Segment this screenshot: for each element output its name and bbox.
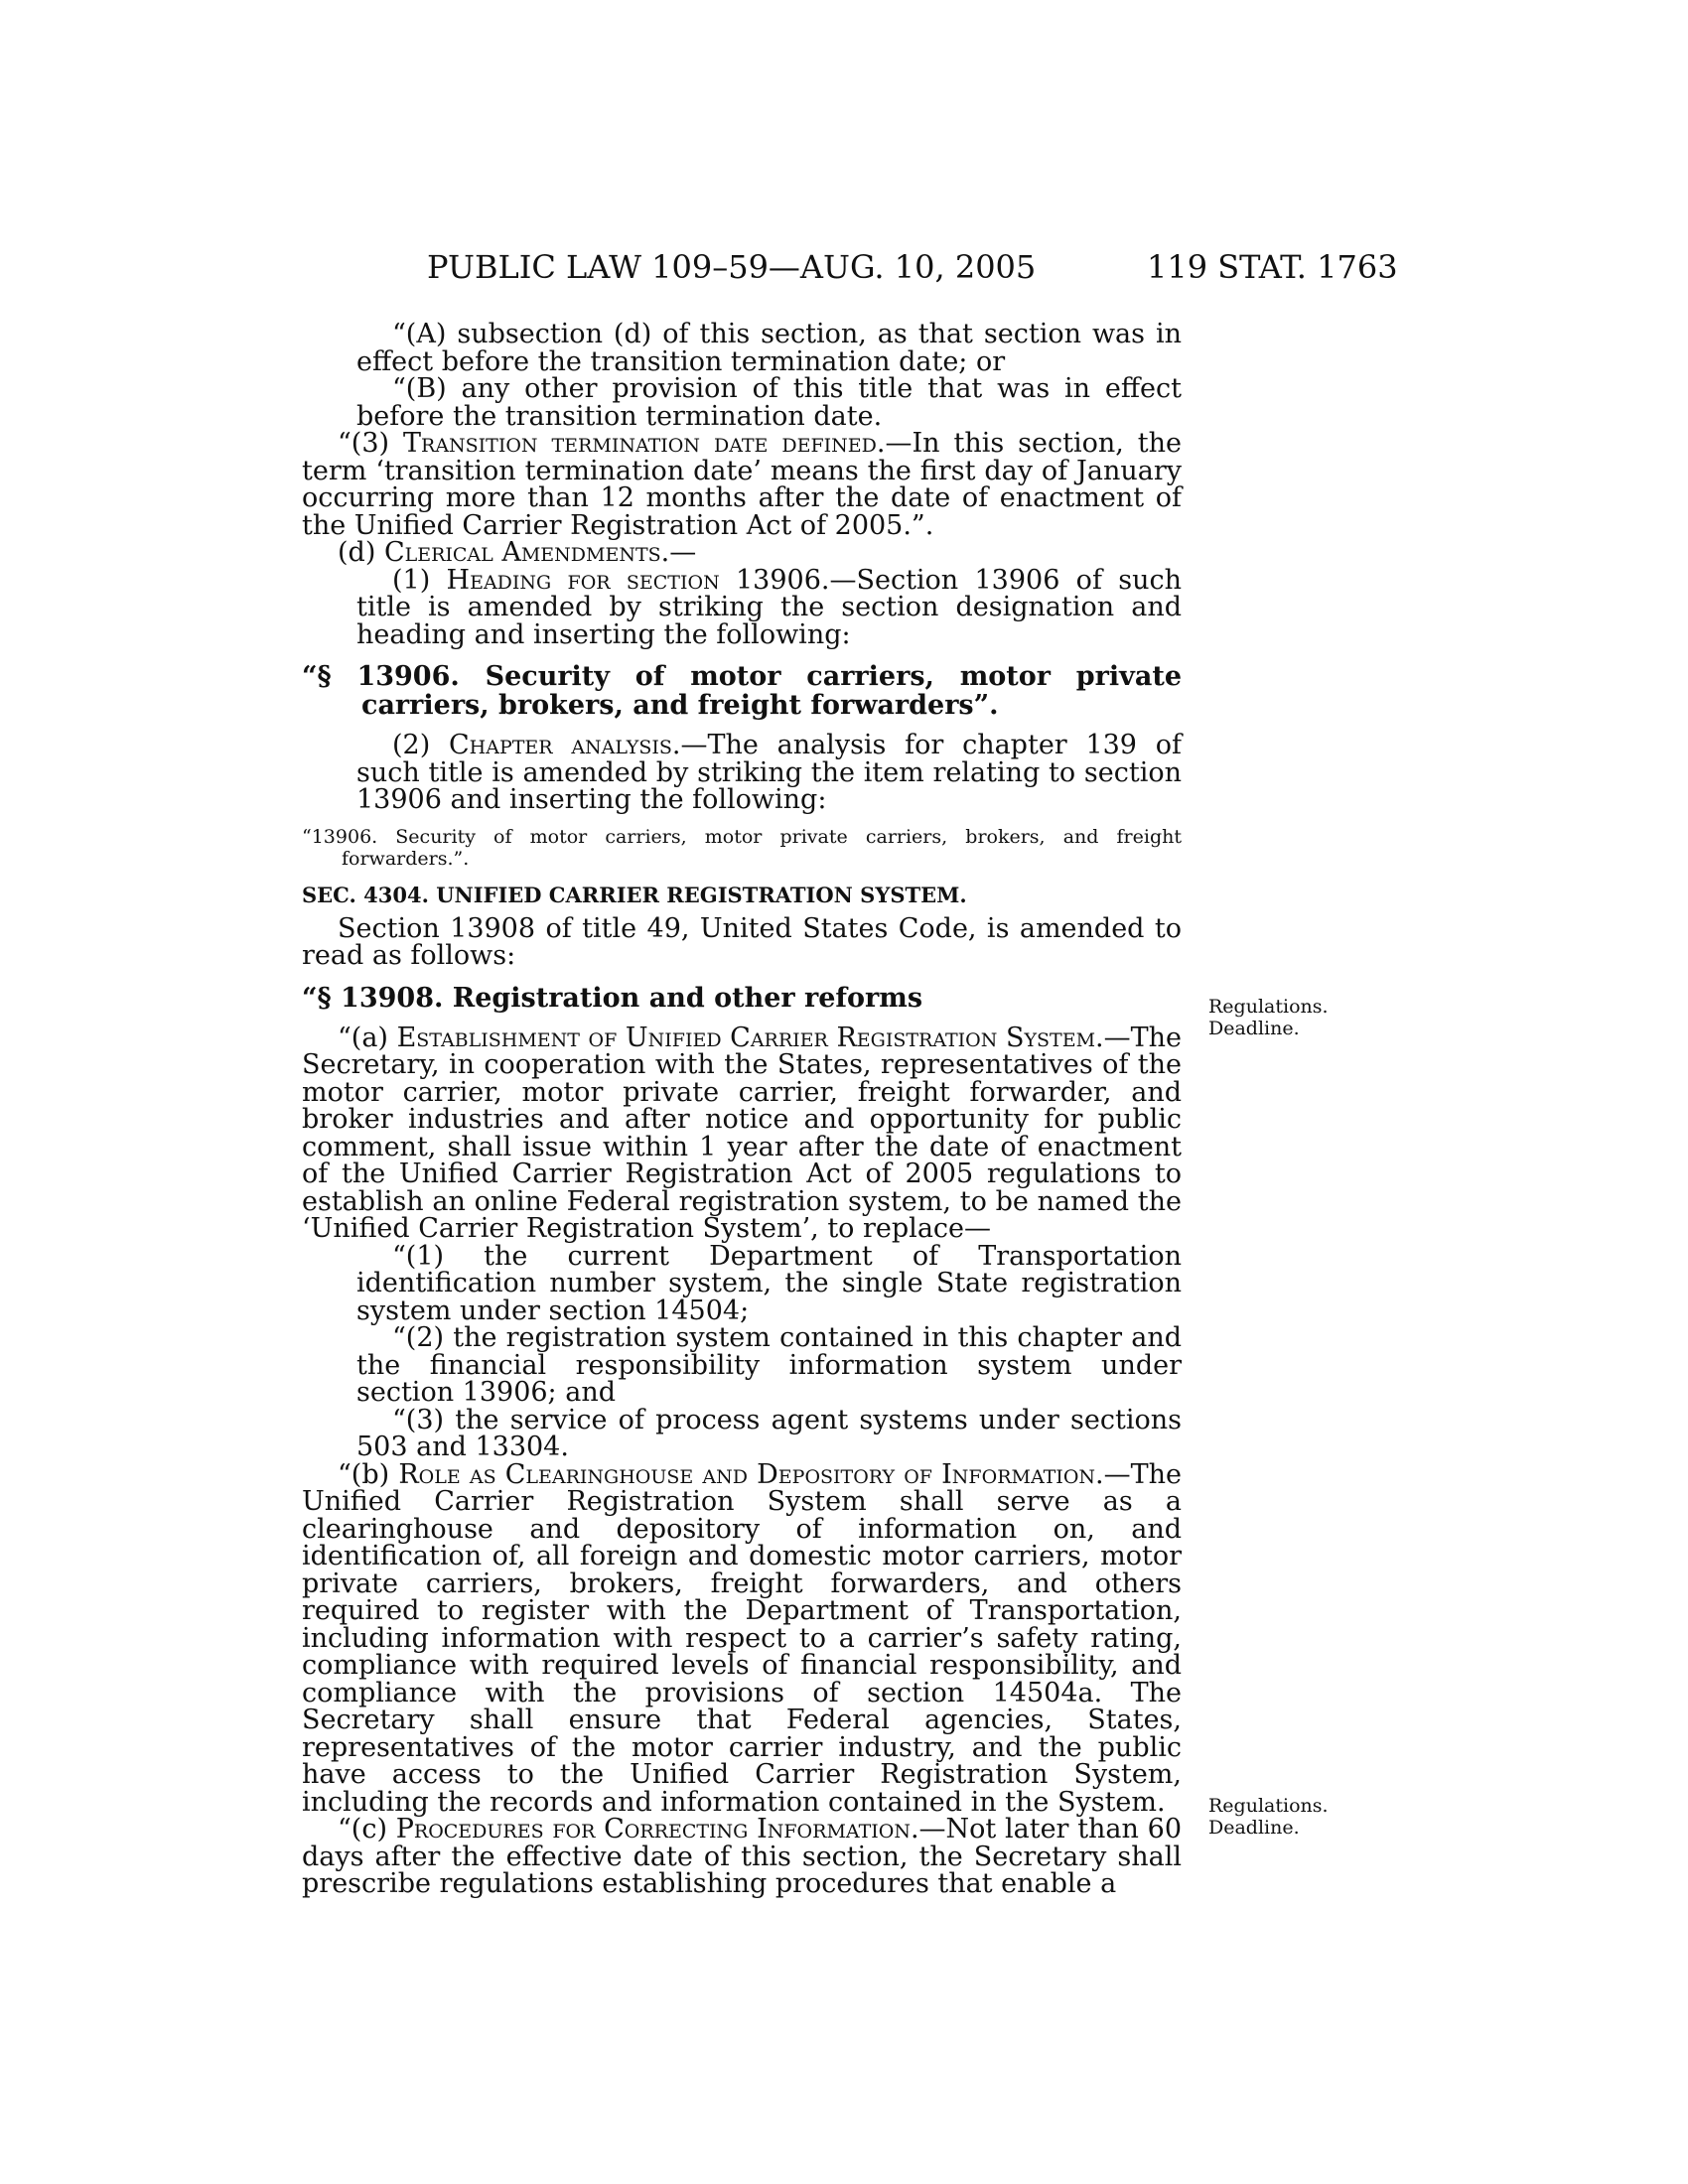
paragraph-heading: Clerical Amendments. <box>383 537 670 568</box>
margin-note-regulations-deadline: Regulations. Deadline. <box>1208 1795 1329 1839</box>
paragraph-heading: Transition termination date defined. <box>403 428 886 459</box>
section-title-4304: SEC. 4304. UNIFIED CARRIER REGISTRATION SYSTEM. <box>302 882 967 907</box>
section-heading-13908: “§ 13908. Registration and other reforms <box>302 982 923 1014</box>
paragraph-heading: Heading for section 13906. <box>446 564 830 596</box>
paragraph-3: “(3) Transition termination date defined.—In this section, the term ‘transition termination date’ means the first day of January occurring more than 12 months after the date of enactment of the Unified Carrier Registration Act of 2005.”. <box>302 428 1182 541</box>
paragraph-heading: Chapter analysis. <box>449 730 681 760</box>
running-header-law: PUBLIC LAW 109–59—AUG. 10, 2005 <box>427 248 1037 286</box>
paragraph-d: (d) Clerical Amendments.— <box>338 537 697 568</box>
paragraph-heading: Role as Clearinghouse and Depository of Information. <box>398 1458 1104 1490</box>
paragraph-1: (1) Heading for section 13906.—Section 13906 of such title is amended by striking the section designation and heading and inserting the following: <box>356 564 1182 650</box>
paragraph-a-1: “(1) the current Department of Transportation identification number system, the single State registration system under section 14504; <box>356 1240 1182 1326</box>
paragraph-a-2: “(2) the registration system contained in this chapter and the financial responsibility information system under section 13906; and <box>356 1322 1182 1408</box>
paragraph-subsection-c: “(c) Procedures for Correcting Information.—Not later than 60 days after the effective date of this section, the Secretary shall prescribe regulations establishing procedures that enable a <box>302 1814 1182 1899</box>
paragraph-b: “(B) any other provision of this title that was in effect before the transition termination date. <box>356 373 1182 432</box>
section-heading-13906: “§ 13906. Security of motor carriers, motor private carriers, brokers, and freight forwarders”. <box>302 661 1182 721</box>
paragraph-a: “(A) subsection (d) of this section, as that section was in effect before the transition termination date; or <box>356 319 1182 377</box>
paragraph-subsection-b: “(b) Role as Clearinghouse and Depository of Information.—The Unified Carrier Registration System shall serve as a clearinghouse and depository of information on, and identification of, all foreign and domestic motor carriers, motor private carriers, brokers, freight forwarders, and others required to register with the Department of Transportation, including information with respect to a carrier’s safety rating, compliance with required levels of financial responsibility, and compliance with the provisions of section 14504a. The Secretary shall ensure that Federal agencies, States, representatives of the motor carrier industry, and the public have access to the Unified Carrier Registration System, including the records and information contained in the System. <box>302 1458 1182 1818</box>
paragraph-heading: Procedures for Correcting Information. <box>395 1814 919 1844</box>
running-header-stat-page: 119 STAT. 1763 <box>1147 248 1398 286</box>
paragraph-heading: Establishment of Unified Carrier Registration System. <box>396 1022 1104 1053</box>
paragraph-2: (2) Chapter analysis.—The analysis for chapter 139 of such title is amended by striking the item relating to section 13906 and inserting the following: <box>356 730 1182 815</box>
paragraph-section-13908: Section 13908 of title 49, United States Code, is amended to read as follows: <box>302 912 1182 971</box>
text-column <box>302 321 1182 1898</box>
margin-note-regulations-deadline: Regulations. Deadline. <box>1208 996 1329 1039</box>
paragraph-a-3: “(3) the service of process agent systems under sections 503 and 13304. <box>356 1404 1182 1462</box>
paragraph-subsection-a: “(a) Establishment of Unified Carrier Registration System.—The Secretary, in cooperation with the States, representatives of the motor carrier, motor private carrier, freight forwarder, and broker industries and after notice and opportunity for public comment, shall issue within 1 year after the date of enactment of the Unified Carrier Registration Act of 2005 regulations to establish an online Federal registration system, to be named the ‘Unified Carrier Registration System’, to replace— <box>302 1022 1183 1244</box>
chapter-analysis-item: “13906. Security of motor carriers, motor private carriers, brokers, and freight forwarders.”. <box>302 825 1182 870</box>
